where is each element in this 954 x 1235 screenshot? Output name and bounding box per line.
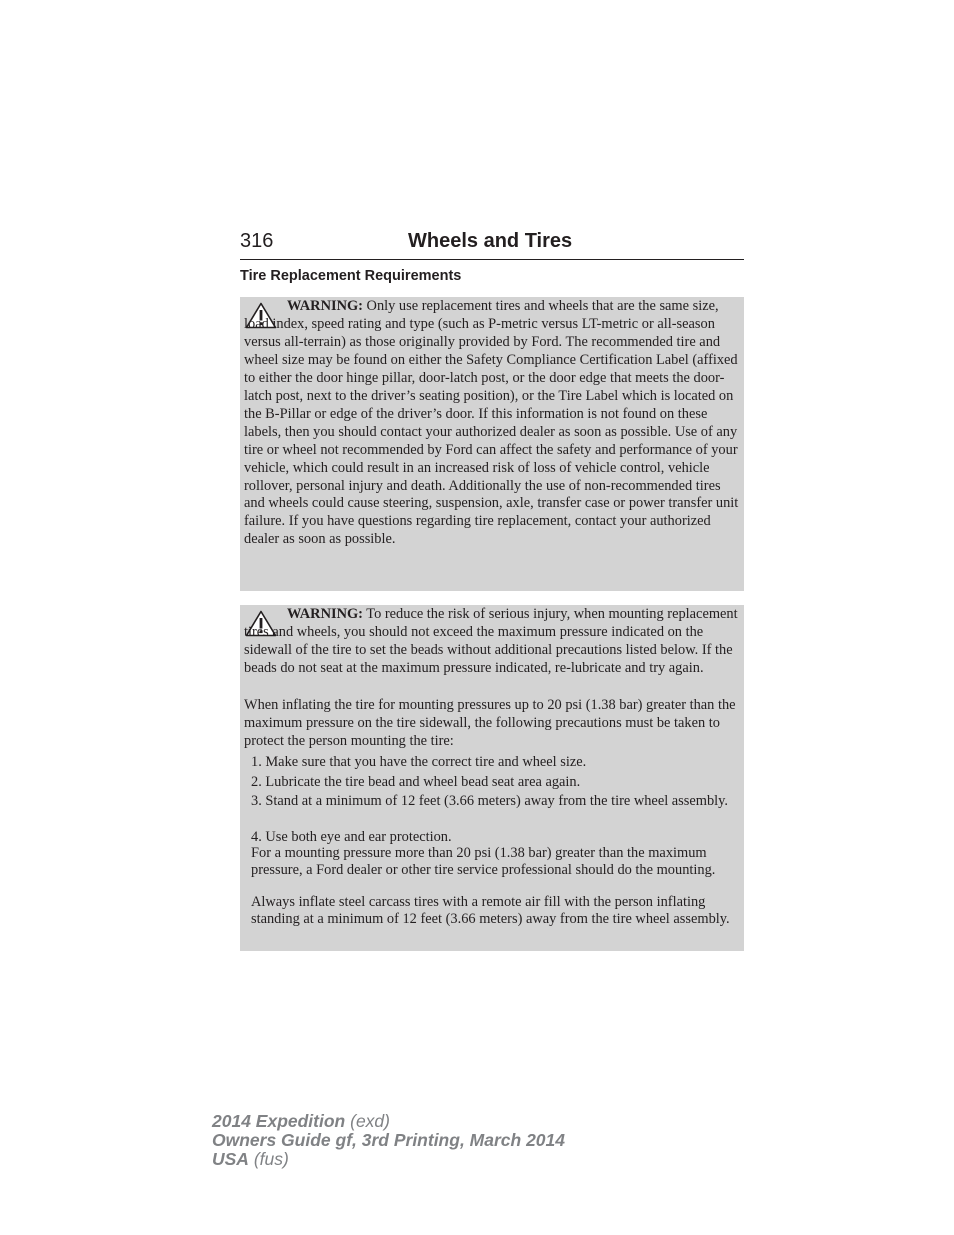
section-heading: Tire Replacement Requirements — [240, 268, 462, 284]
warning-text — [244, 298, 742, 549]
warning-box-replacement — [240, 297, 744, 591]
step-item: 1. Make sure that you have the correct tire and wheel size. — [251, 754, 587, 770]
page-number: 316 — [240, 230, 274, 252]
warning-label: WARNING: — [287, 606, 363, 622]
footer-market-line — [212, 1150, 565, 1169]
chapter-title: Wheels and Tires — [408, 230, 573, 252]
note-dealer-mounting: For a mounting pressure more than 20 psi (1.38 bar) greater than the maximum pressure, a Ford dealer or other tire service professional should do the mounting. — [251, 845, 716, 878]
warning-text — [244, 606, 742, 678]
footer-model-line — [212, 1112, 565, 1131]
note-remote-inflation: Always inflate steel carcass tires with a remote air fill with the person inflating standing at a minimum of 12 feet (3.66 meters) away from the tire wheel assembly. — [251, 894, 730, 927]
warning-body: To reduce the risk of serious injury, when mounting replacement tires and wheels, you should not exceed the maximum pressure indicated on the sidewall of the tire to set the beads without additional precautions listed below. If the beads do not seat at the maximum pressure indicated, re-lubricate and try again. — [244, 606, 738, 676]
inflating-instructions: When inflating the tire for mounting pressures up to 20 psi (1.38 bar) greater than the maximum pressure on the tire sidewall, the following precautions must be taken to protect the person mounting the tire: — [244, 697, 736, 749]
step-item: 3. Stand at a minimum of 12 feet (3.66 meters) away from the tire wheel assembly. — [251, 793, 729, 809]
page-header — [240, 228, 744, 260]
footer-model: 2014 Expedition — [212, 1111, 346, 1131]
footer-market: USA — [212, 1149, 249, 1169]
footer-guide: Owners Guide gf, 3rd Printing, March 2014 — [212, 1130, 565, 1150]
step-item: 2. Lubricate the tire bead and wheel bead seat area again. — [251, 774, 581, 790]
footer-market-code: (fus) — [253, 1149, 289, 1169]
warning-label: WARNING: — [287, 298, 363, 314]
step-item: 4. Use both eye and ear protection. — [251, 829, 452, 845]
warning-box-mounting — [240, 605, 744, 951]
page-footer — [212, 1112, 565, 1169]
footer-model-code: (exd) — [350, 1111, 390, 1131]
warning-body: Only use replacement tires and wheels that are the same size, load index, speed rating and type (such as P-metric versus LT-metric or all-season versus all-terrain) as those originally provided by Ford. The recommended tire and wheel size may be found on either the Safety Compliance Certification Label (affixed to either the door hinge pillar, door-latch post, or the door edge that meets the door-latch post, next to the driver’s seating position), or the Tire Label which is located on the B-Pillar or edge of the driver’s door. If this information is not found on these labels, then you should contact your authorized dealer as soon as possible. Use of any tire or wheel not recommended by Ford can affect the safety and performance of your vehicle, which could result in an increased risk of loss of vehicle control, vehicle rollover, personal injury and death. Additionally the use of non-recommended tires and wheels could cause steering, suspension, axle, transfer case or power transfer unit failure. If you have questions regarding tire replacement, contact your authorized dealer as soon as possible. — [244, 298, 739, 548]
